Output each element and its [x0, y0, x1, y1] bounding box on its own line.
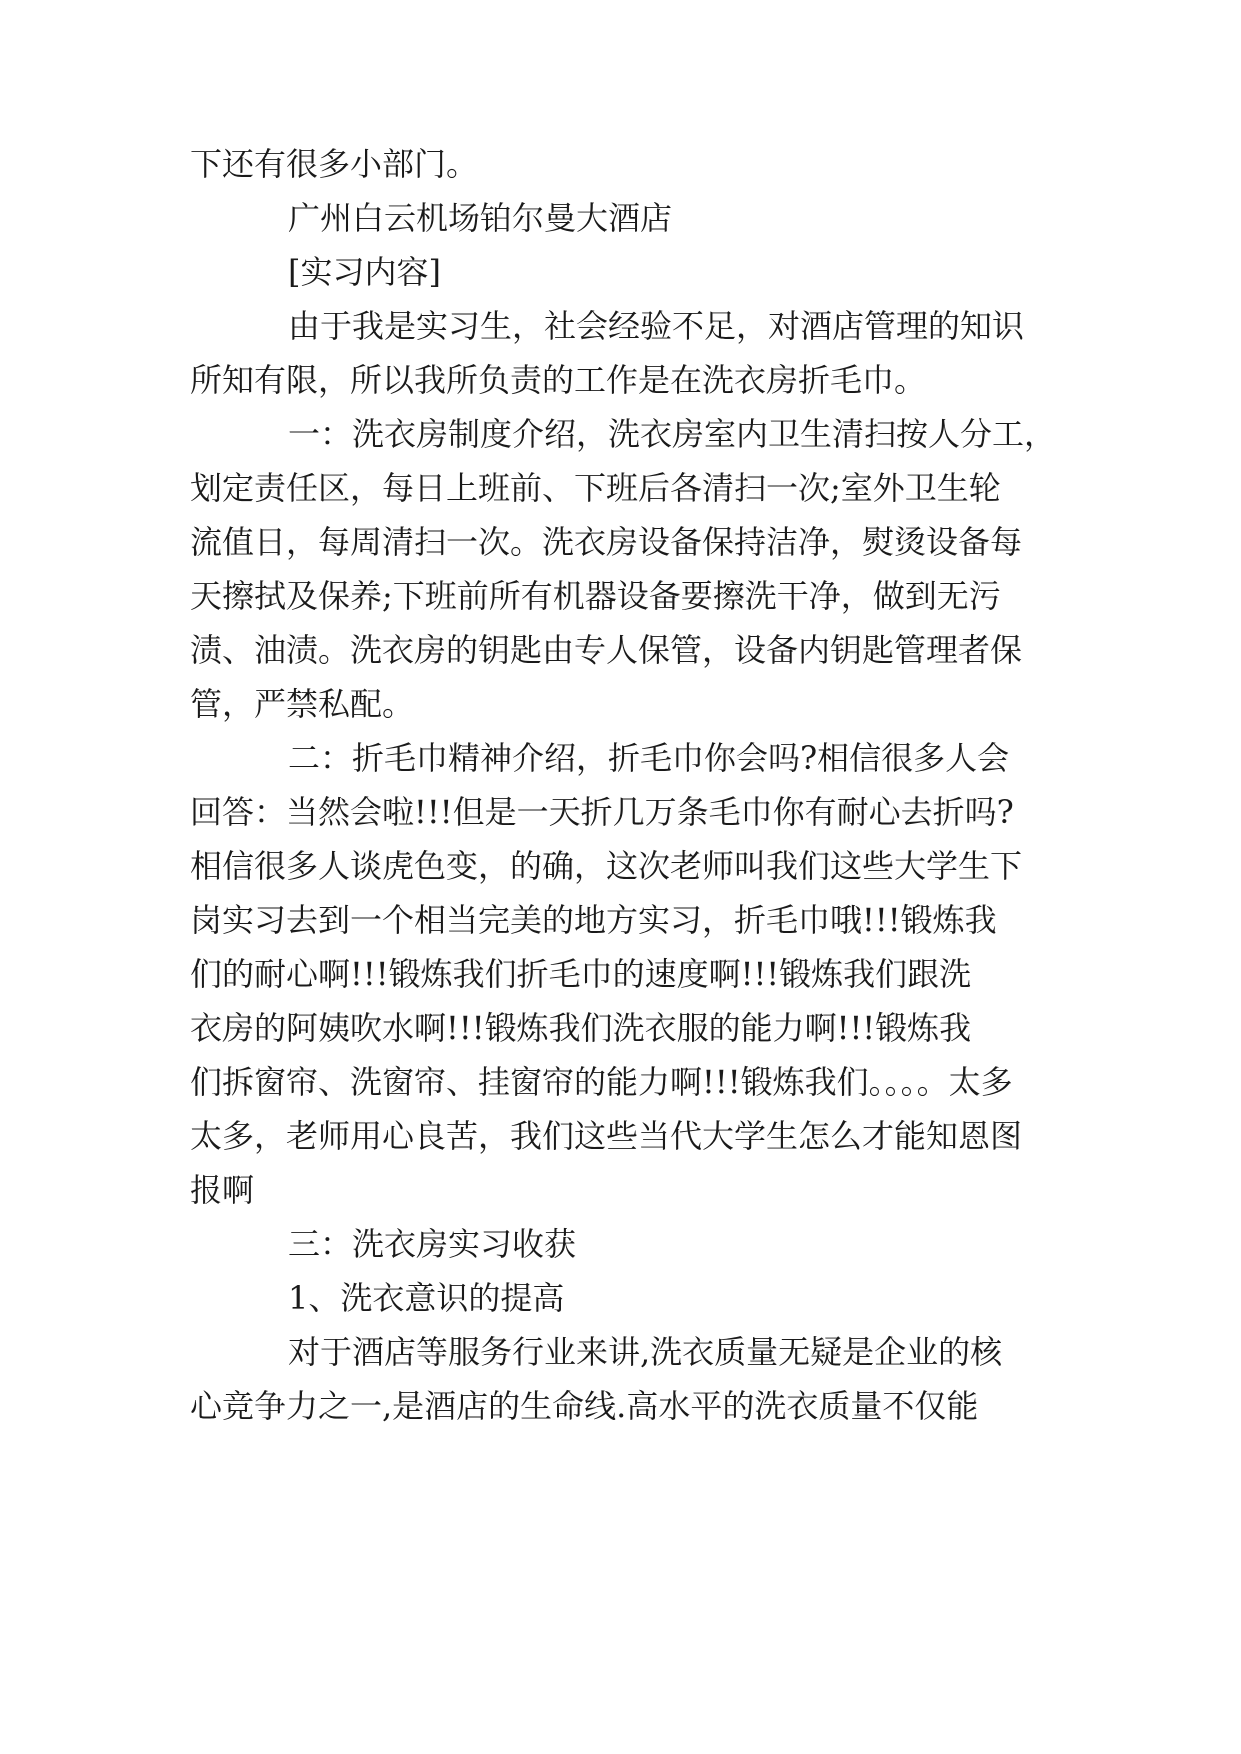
- text-line: 们的耐心啊!!!锻炼我们折毛巾的速度啊!!!锻炼我们跟洗: [190, 955, 972, 993]
- text-line: 所知有限，所以我所负责的工作是在洗衣房折毛巾。: [190, 361, 927, 399]
- hotel-name-line: 广州白云机场铂尔曼大酒店: [288, 199, 673, 237]
- text-line: 划定责任区，每日上班前、下班后各清扫一次;室外卫生轮: [190, 469, 1001, 507]
- text-line: 回答：当然会啦!!!但是一天折几万条毛巾你有耐心去折吗?: [190, 793, 1014, 831]
- text-line: 相信很多人谈虎色变，的确，这次老师叫我们这些大学生下: [190, 847, 1023, 885]
- text-line: 们拆窗帘、洗窗帘、挂窗帘的能力啊!!!锻炼我们。。。。太多: [190, 1063, 1013, 1101]
- text-line: 对于酒店等服务行业来讲,洗衣质量无疑是企业的核: [288, 1333, 1003, 1371]
- text-line: 管，严禁私配。: [190, 685, 415, 723]
- section-heading: 三：洗衣房实习收获: [288, 1225, 577, 1263]
- text-line: 下还有很多小部门。: [190, 145, 479, 183]
- text-line: 天擦拭及保养;下班前所有机器设备要擦洗干净，做到无污: [190, 577, 1001, 615]
- text-line: 由于我是实习生，社会经验不足，对酒店管理的知识: [288, 307, 1025, 345]
- text-line: 心竞争力之一,是酒店的生命线.高水平的洗衣质量不仅能: [190, 1387, 979, 1425]
- text-line: 太多，老师用心良苦，我们这些当代大学生怎么才能知恩图: [190, 1117, 1023, 1155]
- text-line: 一：洗衣房制度介绍，洗衣房室内卫生清扫按人分工，: [288, 415, 1057, 453]
- text-line: 二：折毛巾精神介绍，折毛巾你会吗?相信很多人会: [288, 739, 1010, 777]
- section-heading: [实习内容]: [288, 253, 441, 291]
- text-line: 渍、油渍。洗衣房的钥匙由专人保管，设备内钥匙管理者保: [190, 631, 1023, 669]
- text-line: 流值日，每周清扫一次。洗衣房设备保持洁净，熨烫设备每: [190, 523, 1023, 561]
- text-line: 报啊: [190, 1171, 255, 1209]
- text-line: 衣房的阿姨吹水啊!!!锻炼我们洗衣服的能力啊!!!锻炼我: [190, 1009, 972, 1047]
- subsection-heading: 1、洗衣意识的提高: [288, 1279, 565, 1317]
- text-line: 岗实习去到一个相当完美的地方实习，折毛巾哦!!!锻炼我: [190, 901, 997, 939]
